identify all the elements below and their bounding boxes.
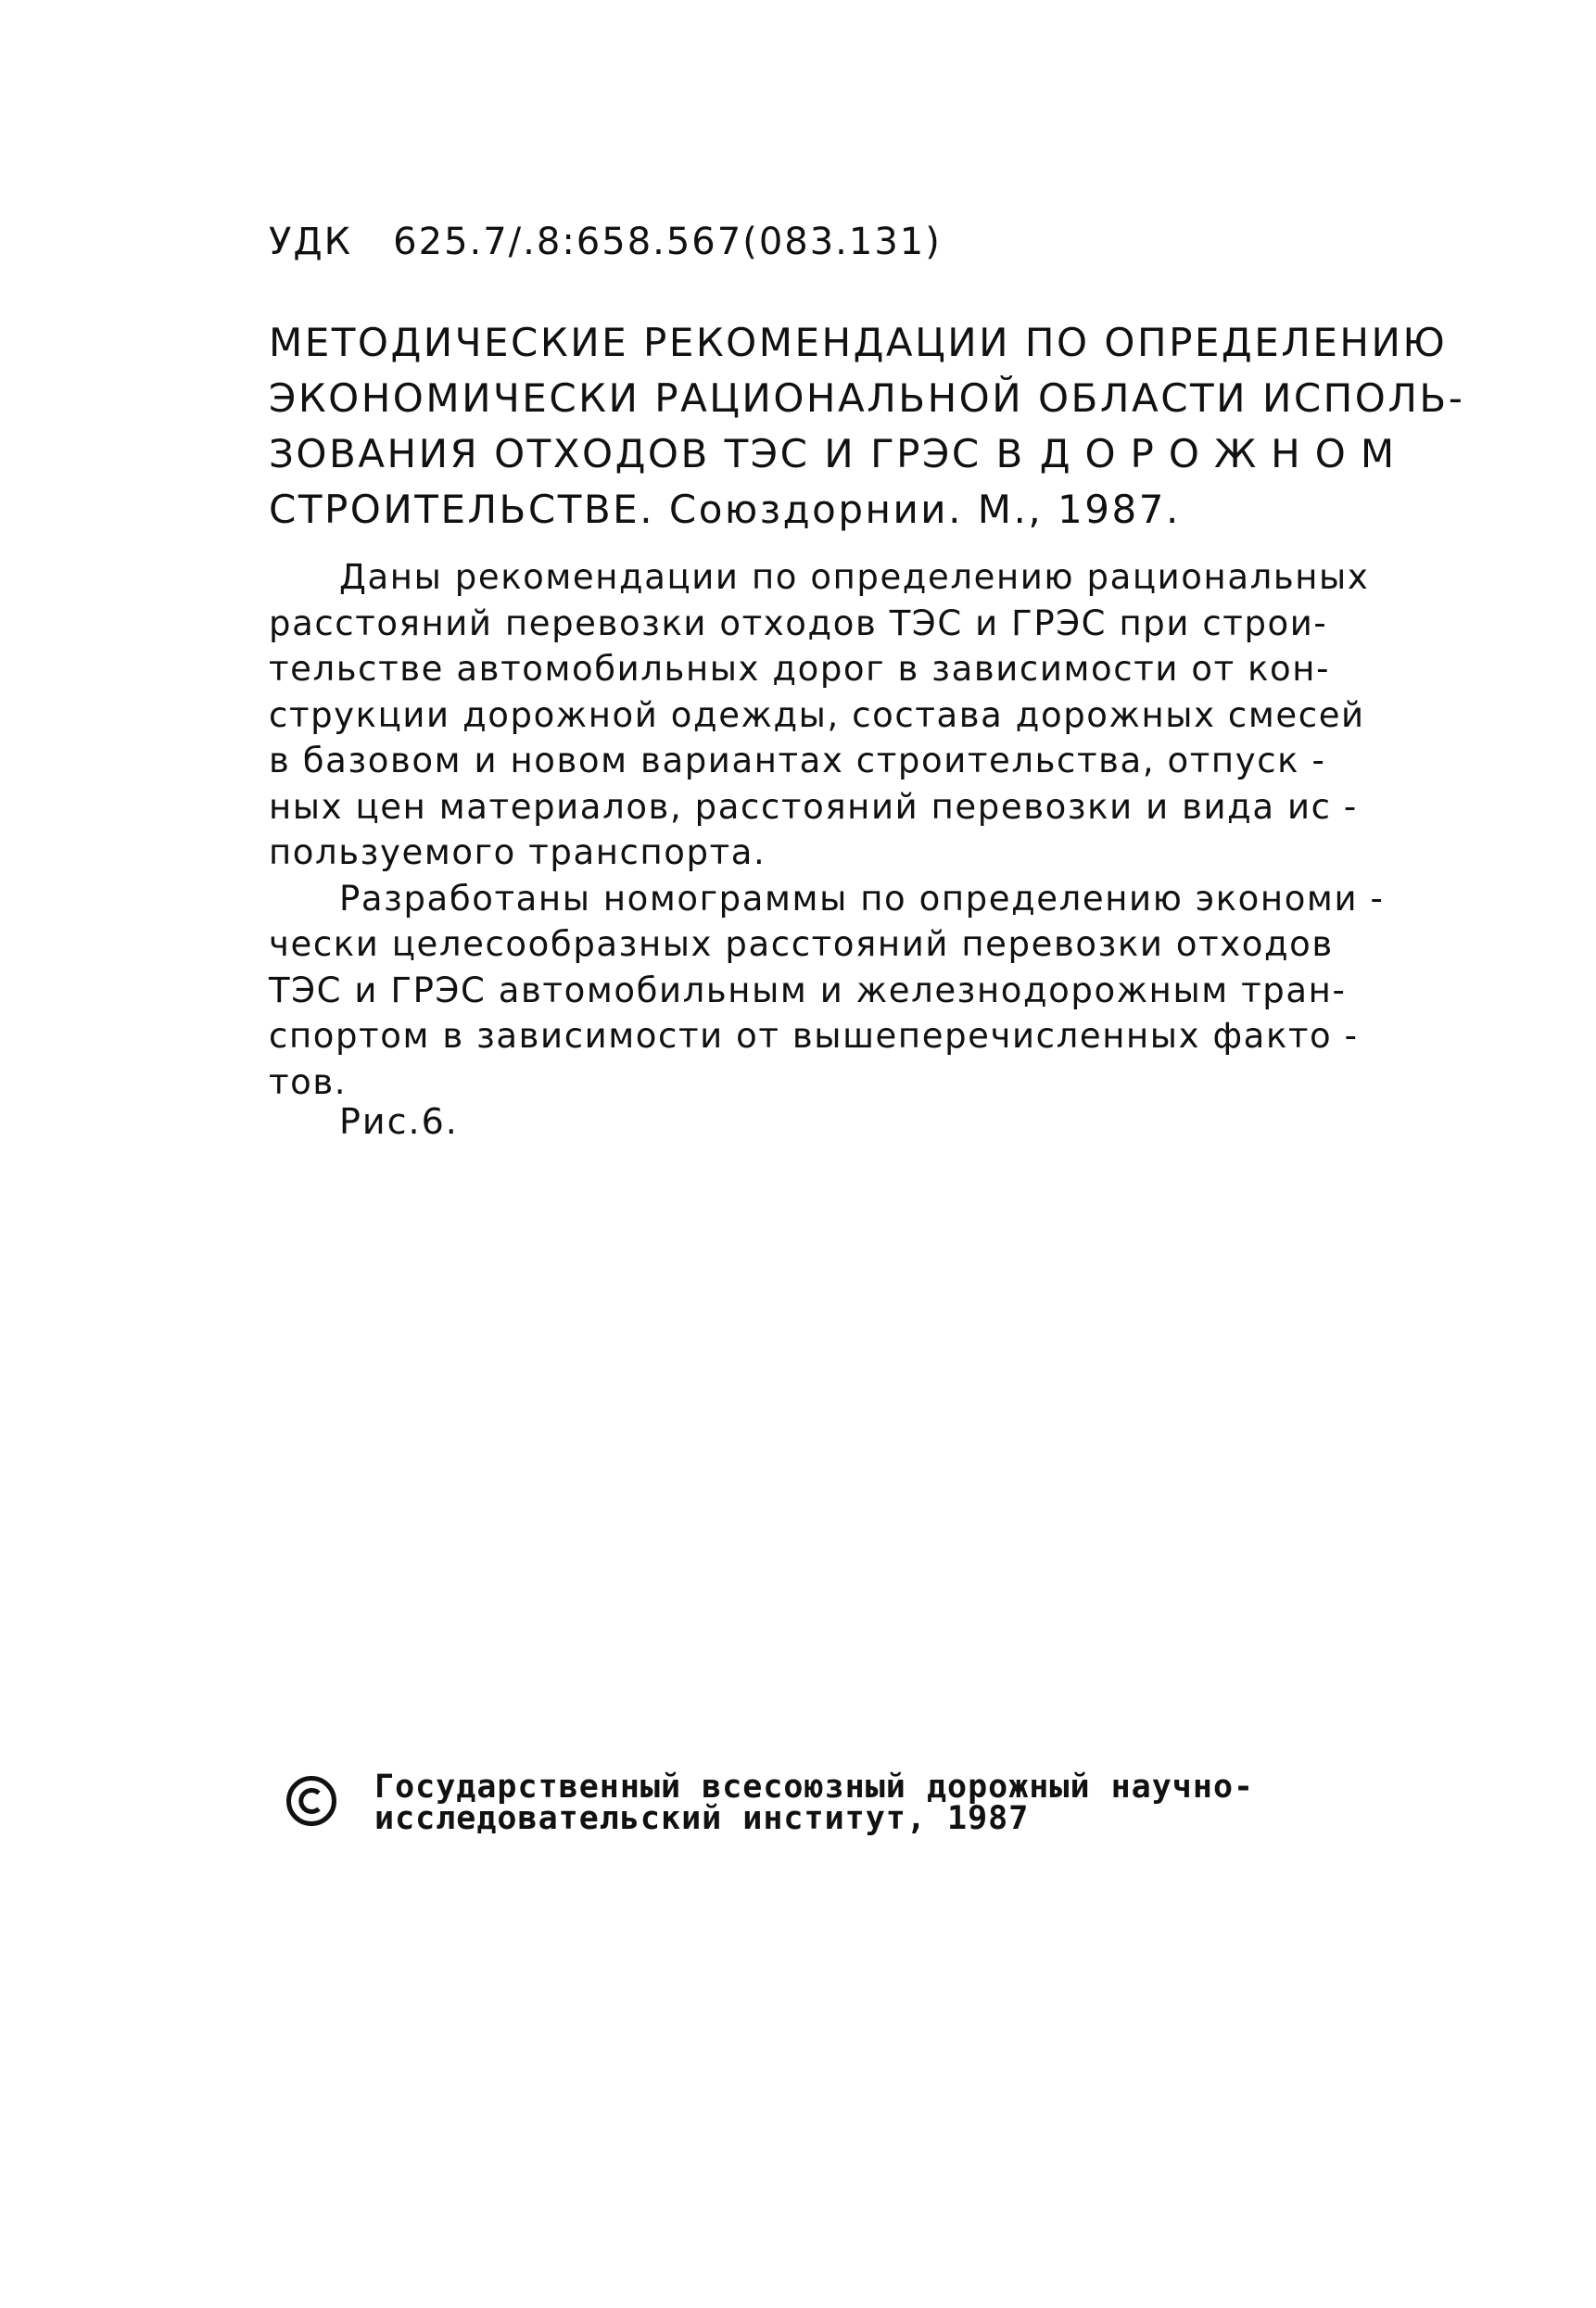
abstract-p2-line: тов.: [269, 1061, 348, 1102]
copyright-line-1: Государственный всесоюзный дорожный научно-: [374, 1769, 1255, 1806]
copyright-line-2: исследовательский институт, 1987: [374, 1800, 1030, 1837]
figure-count: Рис.6.: [339, 1101, 459, 1142]
copyright-text: [374, 1769, 1255, 1837]
udk-code: УДК 625.7/.8:658.567(083.131): [269, 221, 942, 263]
abstract-paragraph-1: [269, 554, 1474, 876]
abstract-p2-line: Разработаны номограммы по определению экономи -: [339, 878, 1385, 919]
document-title: [269, 315, 1474, 538]
abstract-p1-line: Даны рекомендации по определению рациональных: [339, 557, 1370, 597]
abstract-p1-line: струкции дорожной одежды, состава дорожных смесей: [269, 694, 1365, 735]
abstract-p1-line: в базовом и новом вариантах строительства, отпуск -: [269, 741, 1326, 780]
title-line-4: СТРОИТЕЛЬСТВЕ. Союздорнии. М., 1987.: [269, 487, 1181, 532]
abstract-p1-line: ных цен материалов, расстояний перевозки и вида ис -: [269, 786, 1358, 827]
abstract-p1-line: тельстве автомобильных дорог в зависимости от кон-: [269, 649, 1331, 689]
title-line-3-start: ЗОВАНИЯ ОТХОДОВ ТЭС И ГРЭС В: [269, 431, 1040, 476]
abstract-p1-line: пользуемого транспорта.: [269, 832, 766, 872]
copyright-icon: [285, 1775, 337, 1827]
abstract-p1-line: расстояний перевозки отходов ТЭС и ГРЭС при строи-: [269, 602, 1328, 643]
abstract-p2-line: чески целесообразных расстояний перевозки отходов: [269, 924, 1334, 964]
abstract-p2-line: спортом в зависимости от вышеперечисленных факто -: [269, 1016, 1359, 1056]
abstract-p2-line: ТЭС и ГРЭС автомобильным и железнодорожным тран-: [269, 970, 1347, 1010]
title-line-3: [269, 426, 1474, 482]
abstract-paragraph-2: [269, 876, 1474, 1106]
abstract: [269, 554, 1474, 1105]
title-line-3-end: ДОРОЖНОМ: [1039, 431, 1410, 476]
title-line-1: МЕТОДИЧЕСКИЕ РЕКОМЕНДАЦИИ ПО ОПРЕДЕЛЕНИЮ: [269, 320, 1448, 365]
title-line-2: ЭКОНОМИЧЕСКИ РАЦИОНАЛЬНОЙ ОБЛАСТИ ИСПОЛЬ-: [269, 375, 1465, 421]
